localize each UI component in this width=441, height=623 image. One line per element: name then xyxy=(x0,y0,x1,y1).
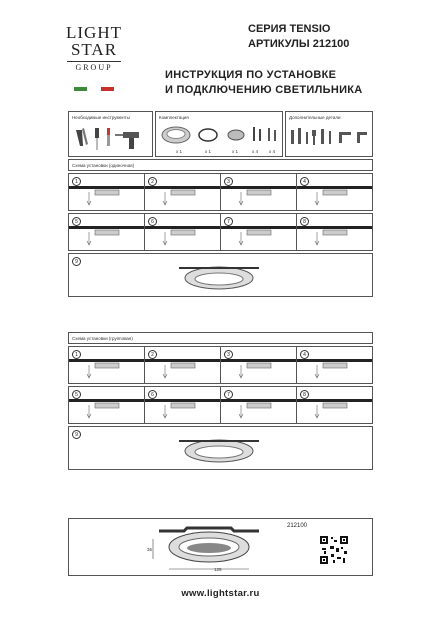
single-step-4 xyxy=(296,173,373,211)
group-step-1 xyxy=(68,346,145,384)
group-step-7 xyxy=(220,386,297,424)
single-step-8 xyxy=(296,213,373,251)
step-number: 4 xyxy=(300,350,309,359)
kit-label: Комплектация xyxy=(159,115,189,120)
step-illustration xyxy=(69,387,145,425)
step-number: 3 xyxy=(224,350,233,359)
step-number: 6 xyxy=(148,390,157,399)
single-step-1 xyxy=(68,173,145,211)
step-illustration xyxy=(221,347,297,385)
dimensions-panel xyxy=(68,518,373,576)
dowel-icon xyxy=(268,128,270,141)
instruction-title xyxy=(165,68,363,98)
website-url[interactable]: www.lightstar.ru xyxy=(181,588,260,599)
mount-icon xyxy=(228,130,244,140)
step-illustration xyxy=(149,431,289,467)
pliers-icon xyxy=(76,128,88,146)
step-illustration xyxy=(145,214,221,252)
series-name: СЕРИЯ TENSIO xyxy=(248,23,331,35)
dimension-height: 36 xyxy=(147,547,153,552)
group-step-3 xyxy=(220,346,297,384)
step-number: 1 xyxy=(72,177,81,186)
step-number: 1 xyxy=(72,350,81,359)
step-number: 6 xyxy=(148,217,157,226)
screwdriver-icon xyxy=(95,128,99,150)
step-illustration xyxy=(297,174,373,212)
extra-parts-box xyxy=(285,111,373,157)
kit-icons xyxy=(158,122,282,146)
tools-box xyxy=(68,111,153,157)
group-step-2 xyxy=(144,346,221,384)
step-number: 7 xyxy=(224,217,233,226)
brand-logo xyxy=(62,24,126,72)
step-illustration xyxy=(145,387,221,425)
dimension-drawing xyxy=(139,521,279,575)
step-illustration xyxy=(297,214,373,252)
kit-box xyxy=(155,111,283,157)
step-number: 5 xyxy=(72,217,81,226)
step-number: 2 xyxy=(148,350,157,359)
group-step-4 xyxy=(296,346,373,384)
kit-qty-1: x 1 xyxy=(176,149,183,154)
step-illustration xyxy=(221,214,297,252)
step-illustration xyxy=(221,387,297,425)
logo-word-light: LIGHT xyxy=(66,23,122,42)
step-illustration xyxy=(69,347,145,385)
step-number: 3 xyxy=(224,177,233,186)
step-illustration xyxy=(297,347,373,385)
title-line-1: ИНСТРУКЦИЯ ПО УСТАНОВКЕ xyxy=(165,69,337,81)
kit-qty-3: x 1 xyxy=(232,149,239,154)
single-step-9 xyxy=(68,253,373,297)
logo-word-star: STAR xyxy=(70,40,118,59)
step-illustration xyxy=(69,214,145,252)
group-scheme-label: Схема установки (групповая) xyxy=(72,336,133,341)
step-illustration xyxy=(149,258,289,294)
title-line-2: И ПОДКЛЮЧЕНИЮ СВЕТИЛЬНИКА xyxy=(165,84,363,96)
tools-label: Необходимые инструменты xyxy=(72,115,130,120)
kit-qty-4: x 4 xyxy=(252,149,259,154)
single-scheme-label: Схема установки (одиночная) xyxy=(72,163,135,168)
step-number: 7 xyxy=(224,390,233,399)
step-number: 2 xyxy=(148,177,157,186)
screw-icon xyxy=(253,127,255,141)
article-number: АРТИКУЛЫ 212100 xyxy=(248,38,350,50)
kit-qty-2: x 1 xyxy=(205,149,212,154)
dimension-article: 212100 xyxy=(287,523,308,529)
italian-flag xyxy=(74,87,114,91)
step-illustration xyxy=(221,174,297,212)
ring-icon xyxy=(199,129,217,141)
knife-icon xyxy=(107,128,110,146)
step-illustration xyxy=(297,387,373,425)
step-number: 8 xyxy=(300,217,309,226)
tools-icons xyxy=(73,124,151,154)
step-illustration xyxy=(69,174,145,212)
group-step-9 xyxy=(68,426,373,470)
single-step-2 xyxy=(144,173,221,211)
step-number: 9 xyxy=(72,430,81,439)
single-step-6 xyxy=(144,213,221,251)
logo-rule xyxy=(67,61,121,62)
group-step-8 xyxy=(296,386,373,424)
dimension-width: 125 xyxy=(214,567,222,572)
group-step-6 xyxy=(144,386,221,424)
group-step-5 xyxy=(68,386,145,424)
step-illustration xyxy=(145,174,221,212)
flag-stripe-green xyxy=(74,87,87,91)
step-illustration xyxy=(145,347,221,385)
step-number: 8 xyxy=(300,390,309,399)
single-step-7 xyxy=(220,213,297,251)
flag-stripe-red xyxy=(101,87,114,91)
flag-stripe-white xyxy=(87,87,100,91)
step-number: 9 xyxy=(72,257,81,266)
extra-parts-icons xyxy=(289,124,371,152)
step-number: 5 xyxy=(72,390,81,399)
extra-parts-label: Дополнительные детали xyxy=(289,115,341,120)
logo-word-group: GROUP xyxy=(75,63,113,72)
series-block xyxy=(248,22,349,52)
kit-qty-5: x 4 xyxy=(269,149,276,154)
step-number: 4 xyxy=(300,177,309,186)
single-step-3 xyxy=(220,173,297,211)
single-step-5 xyxy=(68,213,145,251)
single-scheme-header xyxy=(68,159,373,171)
qr-code xyxy=(319,535,349,565)
drill-icon xyxy=(115,132,139,149)
group-scheme-header xyxy=(68,332,373,344)
